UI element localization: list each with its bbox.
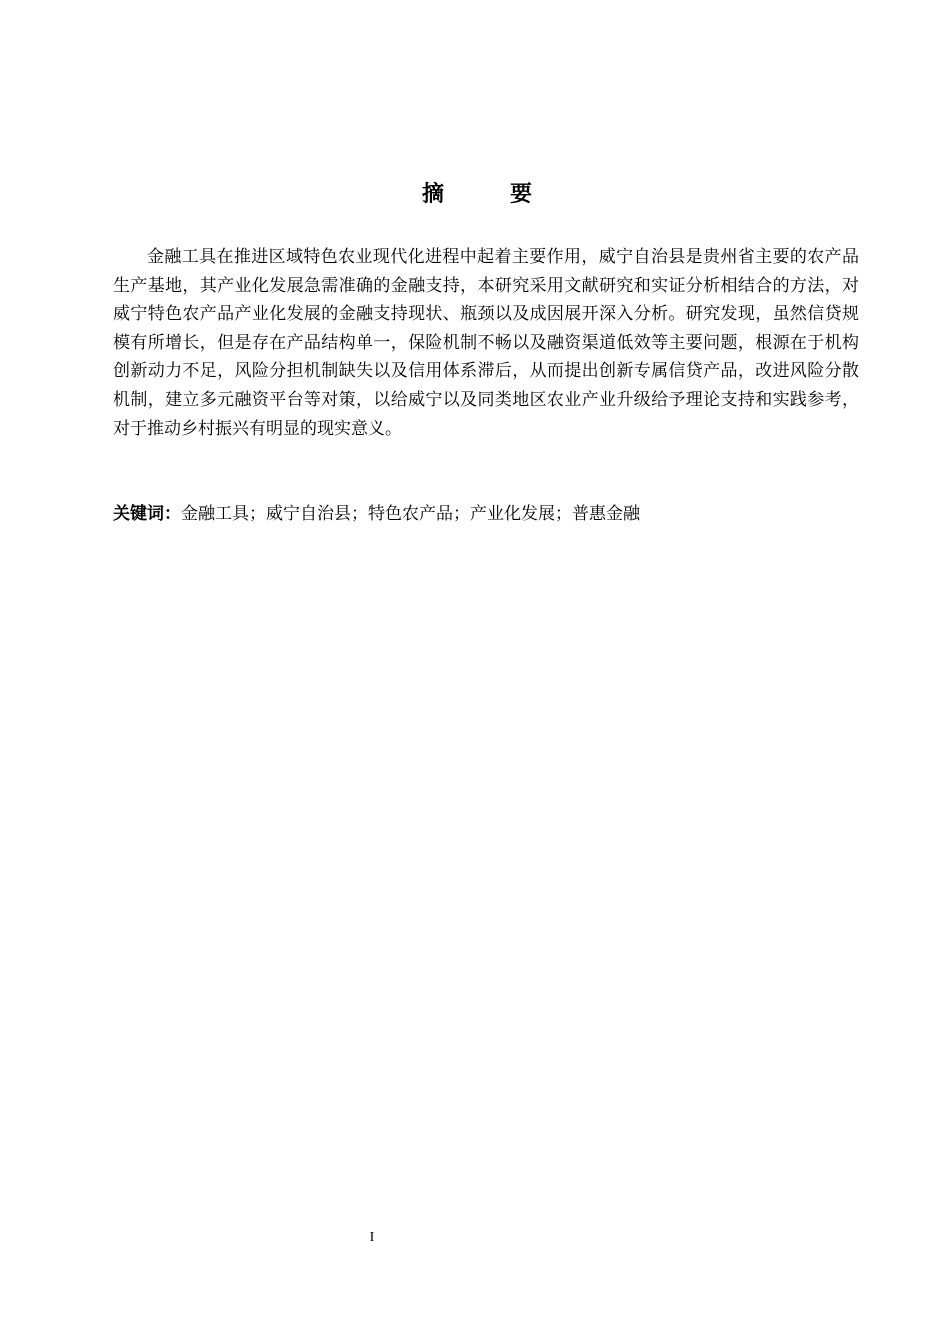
abstract-paragraph: 金融工具在推进区域特色农业现代化进程中起着主要作用，威宁自治县是贵州省主要的农产品生产基地，其产业化发展急需准确的金融支持，本研究采用文献研究和实证分析相结合的方法，对威宁特色农产品产业化发展的金融支持现状、瓶颈以及成因展开深入分析。研究发现，虽然信贷规模有所增长，但是存在产品结构单一，保险机制不畅以及融资渠道低效等主要问题，根源在于机构创新动力不足，风险分担机制缺失以及信用体系滞后，从而提出创新专属信贷产品，改进风险分散机制，建立多元融资平台等对策，以给威宁以及同类地区农业产业升级给予理论支持和实践参考，对于推动乡村振兴有明显的现实意义。 — [113, 247, 859, 439]
page-number: I — [369, 1230, 375, 1245]
keywords-line — [113, 500, 859, 528]
abstract-title: 摘 要 — [421, 182, 554, 207]
keywords-list: 金融工具；威宁自治县；特色农产品；产业化发展；普惠金融 — [181, 504, 640, 524]
keywords-label: 关键词： — [113, 504, 181, 524]
